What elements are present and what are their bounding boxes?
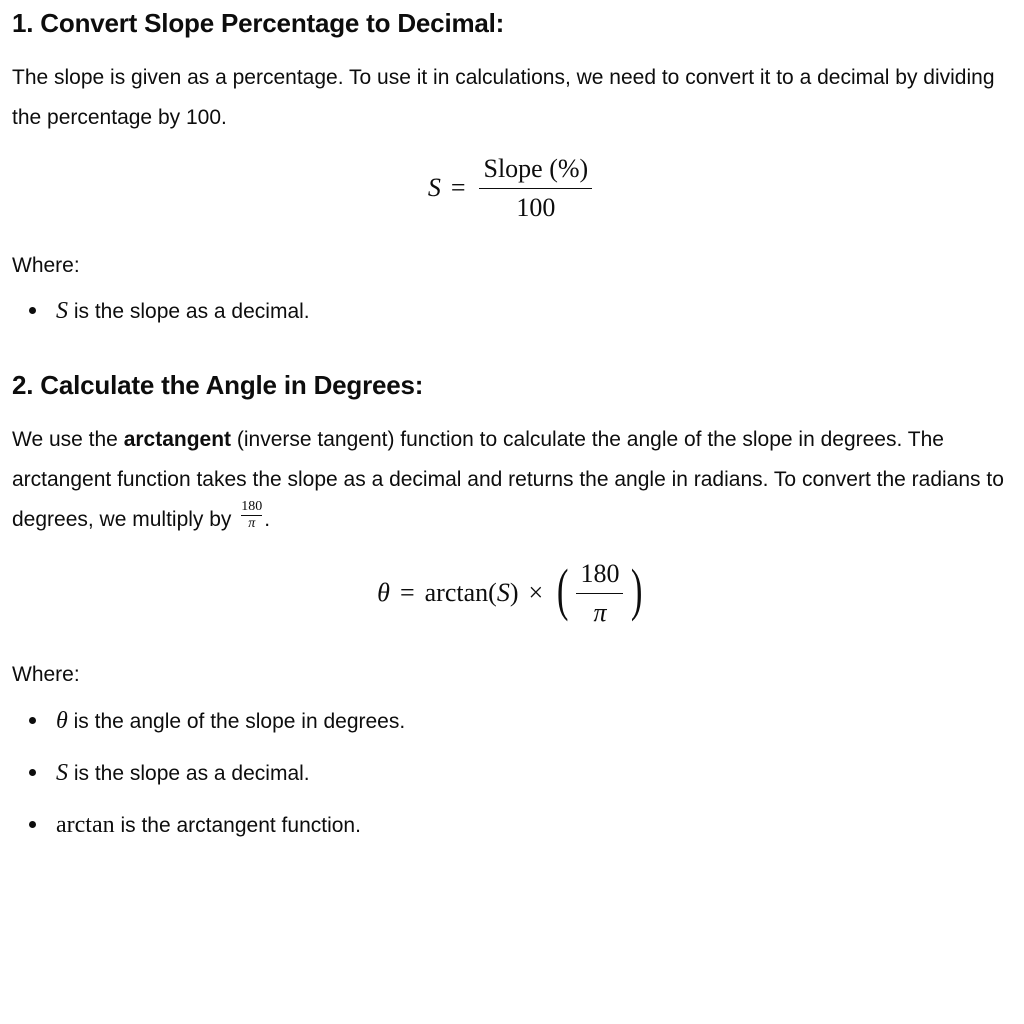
definition-text: is the slope as a decimal. — [68, 762, 310, 785]
fraction-denominator: 100 — [516, 192, 556, 222]
fraction-numerator: 180 — [580, 558, 620, 588]
equals-sign: = — [399, 578, 415, 607]
section-2-heading: 2. Calculate the Angle in Degrees: — [12, 370, 424, 400]
paragraph-text-rest: (inverse tangent) function to calculate the angle of the slope in degrees. The arctangent function takes the slope as a decimal and returns the angle in radians. To convert the radians to degrees, we multiply by — [12, 428, 1004, 531]
symbol-s: S — [56, 298, 68, 324]
fraction-denominator: π — [593, 597, 607, 627]
inline-fraction — [241, 499, 262, 532]
list-item — [12, 296, 310, 327]
list-item — [12, 758, 405, 789]
left-big-paren: ( — [557, 557, 569, 622]
section-2-paragraph — [12, 420, 1012, 540]
definition-text: is the angle of the slope in degrees. — [67, 710, 406, 733]
list-item — [12, 706, 405, 737]
right-big-paren: ) — [631, 557, 643, 622]
section-1-where-label: Where: — [12, 254, 80, 277]
bullet-icon — [29, 821, 36, 828]
arctan-function: arctan — [424, 578, 489, 607]
bold-term-arctangent: arctangent — [123, 428, 232, 451]
slope-fraction — [479, 153, 592, 224]
paragraph-text-start: We use the — [12, 428, 124, 451]
symbol-theta: θ — [56, 708, 68, 734]
section-2-definitions-list — [12, 706, 405, 862]
inline-fraction-denominator: π — [248, 515, 256, 531]
list-item — [12, 810, 405, 841]
fraction-numerator: Slope (%) — [483, 153, 589, 183]
definition-text: is the arctangent function. — [114, 814, 361, 837]
section-1-definitions-list — [12, 296, 310, 348]
symbol-s: S — [56, 760, 68, 786]
inline-fraction-numerator: 180 — [241, 498, 263, 514]
equals-sign: = — [450, 173, 466, 202]
bullet-icon — [29, 717, 36, 724]
equation-lhs-theta: θ — [377, 578, 390, 607]
section-2-where-label: Where: — [12, 663, 80, 686]
paragraph-period: . — [264, 508, 271, 531]
slope-decimal-equation — [12, 152, 1012, 224]
section-1-heading: 1. Convert Slope Percentage to Decimal: — [12, 8, 505, 38]
conversion-fraction — [576, 558, 623, 629]
angle-degrees-equation — [12, 555, 1012, 631]
bullet-icon — [29, 307, 36, 314]
arg-s: S — [496, 578, 510, 607]
definition-text: is the slope as a decimal. — [68, 300, 310, 323]
arg-open-paren: ( — [488, 578, 497, 607]
bullet-icon — [29, 769, 36, 776]
times-sign: × — [528, 578, 544, 607]
arg-close-paren: ) — [509, 578, 519, 607]
symbol-arctan: arctan — [56, 812, 115, 838]
section-1-paragraph: The slope is given as a percentage. To use it in calculations, we need to convert it to a decimal by dividing the percentage by 100. — [12, 66, 995, 129]
equation-lhs-s: S — [427, 173, 441, 202]
